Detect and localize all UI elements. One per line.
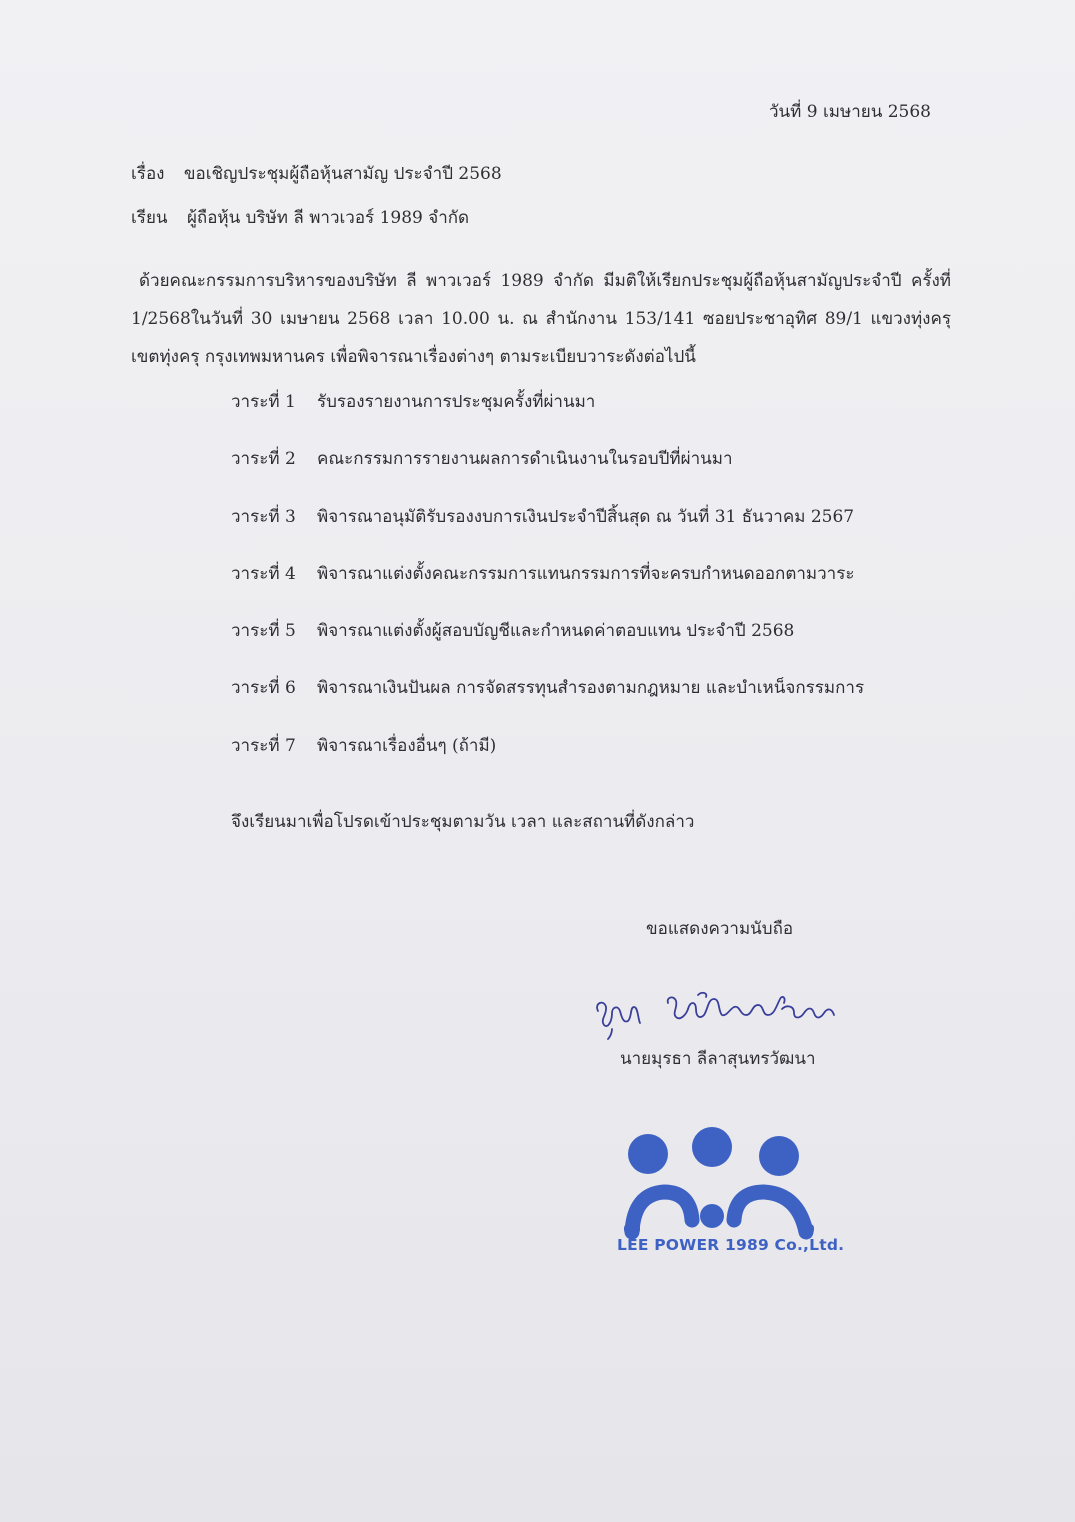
- recipient-label: เรียน: [131, 208, 168, 228]
- agenda-text: รับรองรายงานการประชุมครั้งที่ผ่านมา: [317, 392, 596, 412]
- agenda-item: [231, 388, 864, 445]
- agenda-text: คณะกรรมการรายงานผลการดำเนินงานในรอบปีที่ผ่านมา: [317, 449, 733, 470]
- agenda-text: พิจารณาอนุมัติรับรองงบการเงินประจำปีสิ้นสุด ณ วันที่ 31 ธันวาคม 2567: [317, 506, 855, 527]
- agenda-number: วาระที่ 3: [231, 506, 296, 527]
- agenda-number: วาระที่ 7: [231, 735, 296, 756]
- agenda-number: วาระที่ 2: [231, 449, 296, 470]
- agenda-text: พิจารณาแต่งตั้งผู้สอบบัญชีและกำหนดค่าตอบแทน ประจำปี 2568: [317, 621, 795, 642]
- agenda-number: วาระที่ 5: [231, 621, 296, 642]
- closing-line: จึงเรียนมาเพื่อโปรดเข้าประชุมตามวัน เวลา และสถานที่ดังกล่าว: [231, 812, 695, 832]
- logo-wordmark: LEE POWER 1989 Co.,Ltd.: [617, 1236, 845, 1254]
- body-paragraph: ด้วยคณะกรรมการบริหารของบริษัท ลี พาวเวอร์ 1989 จำกัด มีมติให้เรียกประชุมผู้ถือหุ้นสามัญประจำปี ครั้งที่ 1/2568ในวันที่ 30 เมษายน 2568 เวลา 10.00 น. ณ สำนักงาน 153/141 ซอยประชาอุทิศ 89/1 แขวงทุ่งครุ เขตทุ่งครุ กรุงเทพมหานคร เพื่อพิจารณาเรื่องต่างๆ ตามระเบียบวาระดังต่อไปนี้: [131, 271, 951, 367]
- subject-label: เรื่อง: [131, 164, 165, 184]
- signer-name: นายมุรธา ลีลาสุนทรวัฒนา: [620, 1049, 816, 1069]
- letter-date: วันที่ 9 เมษายน 2568: [768, 102, 931, 122]
- regards-line: ขอแสดงความนับถือ: [646, 919, 794, 939]
- agenda-number: วาระที่ 1: [231, 392, 296, 412]
- agenda-text: พิจารณาเงินปันผล การจัดสรรทุนสำรองตามกฎหมาย และบำเหน็จกรรมการ: [317, 678, 865, 699]
- agenda-list: [231, 388, 864, 789]
- agenda-item: [231, 560, 864, 617]
- agenda-item: [231, 674, 864, 731]
- agenda-number: วาระที่ 6: [231, 678, 296, 699]
- recipient-line: [131, 204, 469, 231]
- agenda-text: พิจารณาเรื่องอื่นๆ (ถ้ามี): [317, 735, 497, 756]
- agenda-item: [231, 732, 864, 789]
- agenda-number: วาระที่ 4: [231, 563, 296, 584]
- agenda-item: [231, 445, 864, 502]
- agenda-item: [231, 617, 864, 674]
- recipient-text: ผู้ถือหุ้น บริษัท ลี พาวเวอร์ 1989 จำกัด: [186, 208, 470, 228]
- subject-line: [131, 160, 502, 187]
- subject-text: ขอเชิญประชุมผู้ถือหุ้นสามัญ ประจำปี 2568: [183, 164, 502, 184]
- agenda-text: พิจารณาแต่งตั้งคณะกรรมการแทนกรรมการที่จะครบกำหนดออกตามวาระ: [317, 563, 855, 584]
- handwritten-signature: [590, 985, 840, 1040]
- agenda-item: [231, 503, 864, 560]
